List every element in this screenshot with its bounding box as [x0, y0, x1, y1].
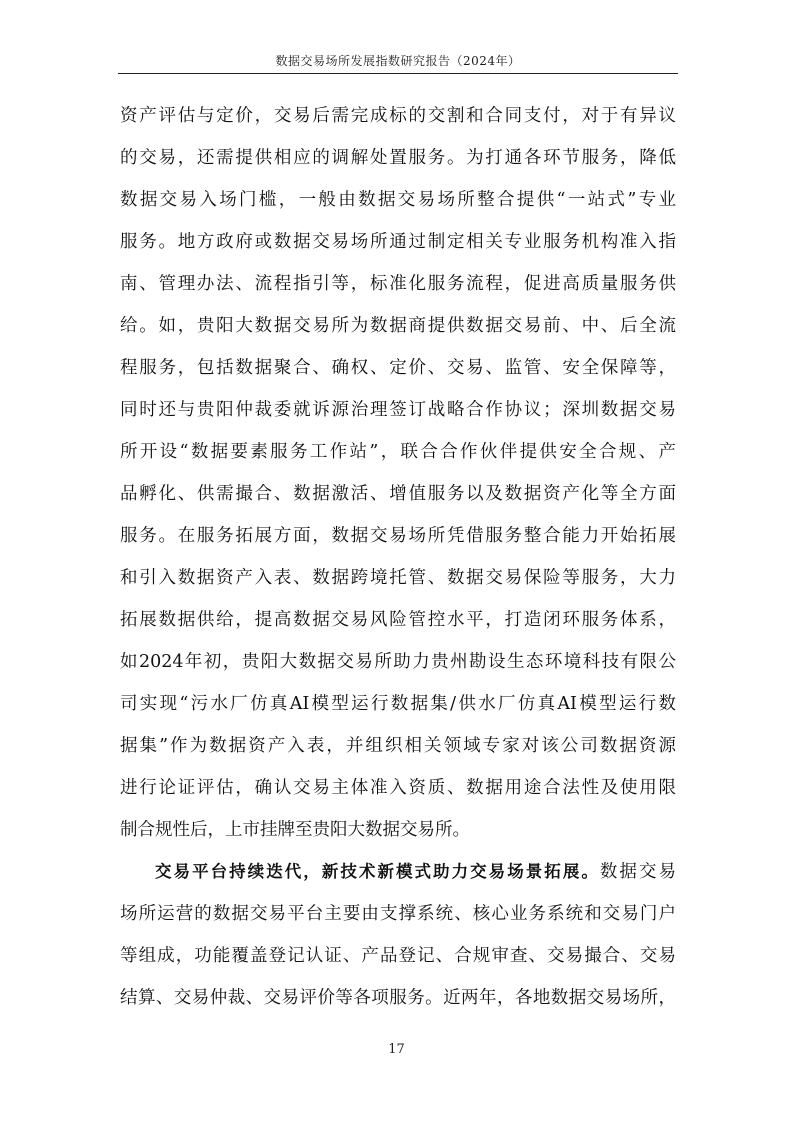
body-line: 所开设“数据要素服务工作站”，联合合作伙伴提供安全合规、产: [120, 442, 676, 462]
page-number: 17: [388, 1042, 405, 1057]
body-line: 品孵化、供需撮合、数据激活、增值服务以及数据资产化等全方面: [120, 484, 676, 504]
body-line: 和引入数据资产入表、数据跨境托管、数据交易保险等服务，大力: [120, 568, 676, 588]
body-line: 数据交易入场门槛，一般由数据交易场所整合提供“一站式”专业: [120, 190, 676, 210]
body-line: 程服务，包括数据聚合、确权、定价、交易、监管、安全保障等，: [120, 358, 676, 378]
body-line: 资产评估与定价，交易后需完成标的交割和合同支付，对于有异议: [120, 106, 676, 126]
body-line: 等组成，功能覆盖登记认证、产品登记、合规审查、交易撮合、交易: [120, 946, 676, 966]
paragraph-heading-tail: 数据交易: [599, 862, 676, 882]
body-line: 服务。在服务拓展方面，数据交易场所凭借服务整合能力开始拓展: [120, 526, 676, 546]
body-line: 司实现“污水厂仿真AI模型运行数据集/供水厂仿真AI模型运行数: [120, 694, 676, 714]
header-rule: [118, 73, 678, 74]
body-line: 据集”作为数据资产入表，并组织相关领域专家对该公司数据资源: [120, 736, 676, 756]
body-line: 拓展数据供给，提高数据交易风险管控水平，打造闭环服务体系，: [120, 610, 676, 630]
body-line: 结算、交易仲裁、交易评价等各项服务。近两年，各地数据交易场所，: [120, 988, 676, 1008]
body-line: 制合规性后，上市挂牌至贵阳大数据交易所。: [120, 820, 470, 840]
header-title: 数据交易场所发展指数研究报告（2024年）: [275, 54, 521, 68]
paragraph-heading-line: [155, 858, 676, 886]
body-line: 场所运营的数据交易平台主要由支撑系统、核心业务系统和交易门户: [120, 904, 676, 924]
body-line: 南、管理办法、流程指引等，标准化服务流程，促进高质量服务供: [120, 274, 676, 294]
body-line: 的交易，还需提供相应的调解处置服务。为打通各环节服务，降低: [120, 148, 676, 168]
body-line: 进行论证评估，确认交易主体准入资质、数据用途合法性及使用限: [120, 778, 676, 798]
paragraph-heading: 交易平台持续迭代，新技术新模式助力交易场景拓展。: [155, 862, 600, 881]
body-line: 同时还与贵阳仲裁委就诉源治理签订战略合作协议；深圳数据交易: [120, 400, 676, 420]
body-line: 如2024年初，贵阳大数据交易所助力贵州勘设生态环境科技有限公: [120, 652, 676, 672]
body-line: 给。如，贵阳大数据交易所为数据商提供数据交易前、中、后全流: [120, 316, 676, 336]
body-line: 服务。地方政府或数据交易场所通过制定相关专业服务机构准入指: [120, 232, 676, 252]
